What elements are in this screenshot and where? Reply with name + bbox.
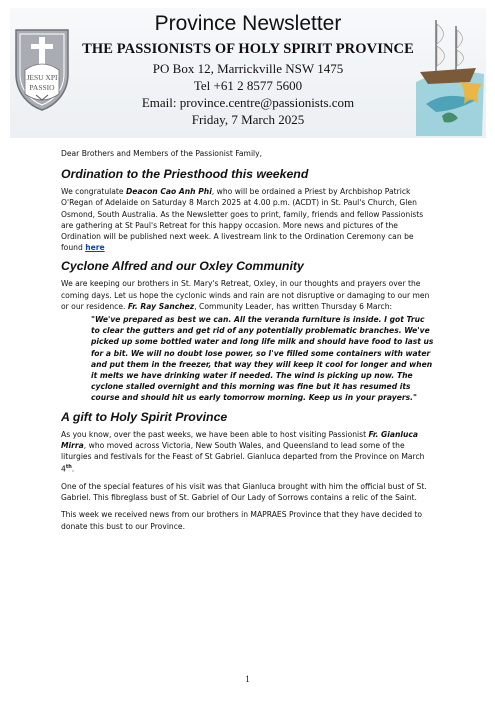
ordination-text-pre: We congratulate	[61, 187, 126, 197]
ordination-heading: Ordination to the Priesthood this weekend	[61, 167, 309, 182]
gift-paragraph-2: One of the special features of his visit was that Gianluca brought with him the official bust of St. Gabriel. This fibreglass bust of St. Gabriel of Our Lady of Sorrows contains a relic of the Saint.	[61, 482, 427, 503]
emblem-text-top: JESU XPI	[26, 73, 58, 82]
deacon-name: Deacon Cao Anh Phi	[126, 187, 212, 197]
ordinal-suffix: th	[65, 464, 72, 471]
visitor-name: Fr. Gianluca Mirra	[61, 429, 419, 450]
gift-text-pre: As you know, over the past weeks, we have been able to host visiting Passionist	[61, 429, 369, 439]
gift-text-end: .	[71, 464, 75, 474]
ordination-paragraph	[61, 186, 436, 253]
greeting: Dear Brothers and Members of the Passionist Family,	[61, 149, 263, 158]
newsletter-title: Province Newsletter	[154, 12, 342, 35]
ordination-text-post: , who will be ordained a Priest by Archbishop Patrick O'Regan of Adelaide on Saturday 8 March 2025 at 4.00 p.m. (ACDT) in St. Paul's Church, Glen Osmond, South Australia. As the Newsletter goes to print, family, friends and fellow Passionists are gathering at St Paul's Retreat for this happy occasion. More news and pictures of the Ordination will be published next week. A livestream link to the Ordination Ceremony can be found	[61, 187, 424, 253]
email-address: Email: province.centre@passionists.com	[141, 95, 355, 110]
livestream-link[interactable]: here	[85, 243, 105, 253]
province-name: THE PASSIONISTS OF HOLY SPIRIT PROVINCE	[82, 41, 414, 57]
cyclone-text-post: , Community Leader, has written Thursday 6 March:	[194, 301, 393, 311]
newsletter-masthead	[10, 8, 486, 138]
cyclone-text-pre: We are keeping our brothers in St. Mary's Retreat, Oxley, in our thoughts and prayers over the coming days. Let us hope the cyclonic winds and rain are not disruptive or damaging to our men or our residence.	[61, 279, 430, 311]
gift-heading: A gift to Holy Spirit Province	[61, 409, 228, 424]
emblem-text-bottom: PASSIO	[29, 83, 55, 92]
newsletter-body	[61, 148, 436, 538]
phone-number: Tel +61 2 8577 5600	[193, 78, 303, 93]
gift-paragraph-1	[61, 429, 436, 475]
cyclone-paragraph	[61, 278, 436, 312]
postal-address: PO Box 12, Marrickville NSW 1475	[152, 61, 344, 76]
community-leader-name: Fr. Ray Sanchez	[127, 301, 195, 311]
gift-paragraph-3: This week we received news from our brothers in MAPRAES Province that they have decided to donate this bust to our Province.	[61, 510, 423, 531]
page-number: 1	[245, 674, 250, 684]
issue-date: Friday, 7 March 2025	[191, 112, 305, 127]
gift-text-post: , who moved across Victoria, New South Wales, and Queensland to lead some of the liturgies and festivals for the Feast of St Gabriel. Gianluca departed from the Province on March 4	[61, 440, 425, 474]
cyclone-heading: Cyclone Alfred and our Oxley Community	[61, 259, 304, 274]
cyclone-quote: "We've prepared as best we can. All the veranda furniture is inside. I got Truc to clear the gutters and get rid of any potentially problematic branches. We've picked up some bottled water and long life milk and should have food to last us for a bit. We will no doubt lose power, so I've filled some containers with water and put them in the freezer, that way they will keep it cool for longer and when it melts we have drinking water if needed. The wind is picking up now. The cyclone stalled overnight and this morning was fine but it has resumed its course and should hit us early tomorrow morning. Keep us in your prayers."	[91, 315, 434, 403]
